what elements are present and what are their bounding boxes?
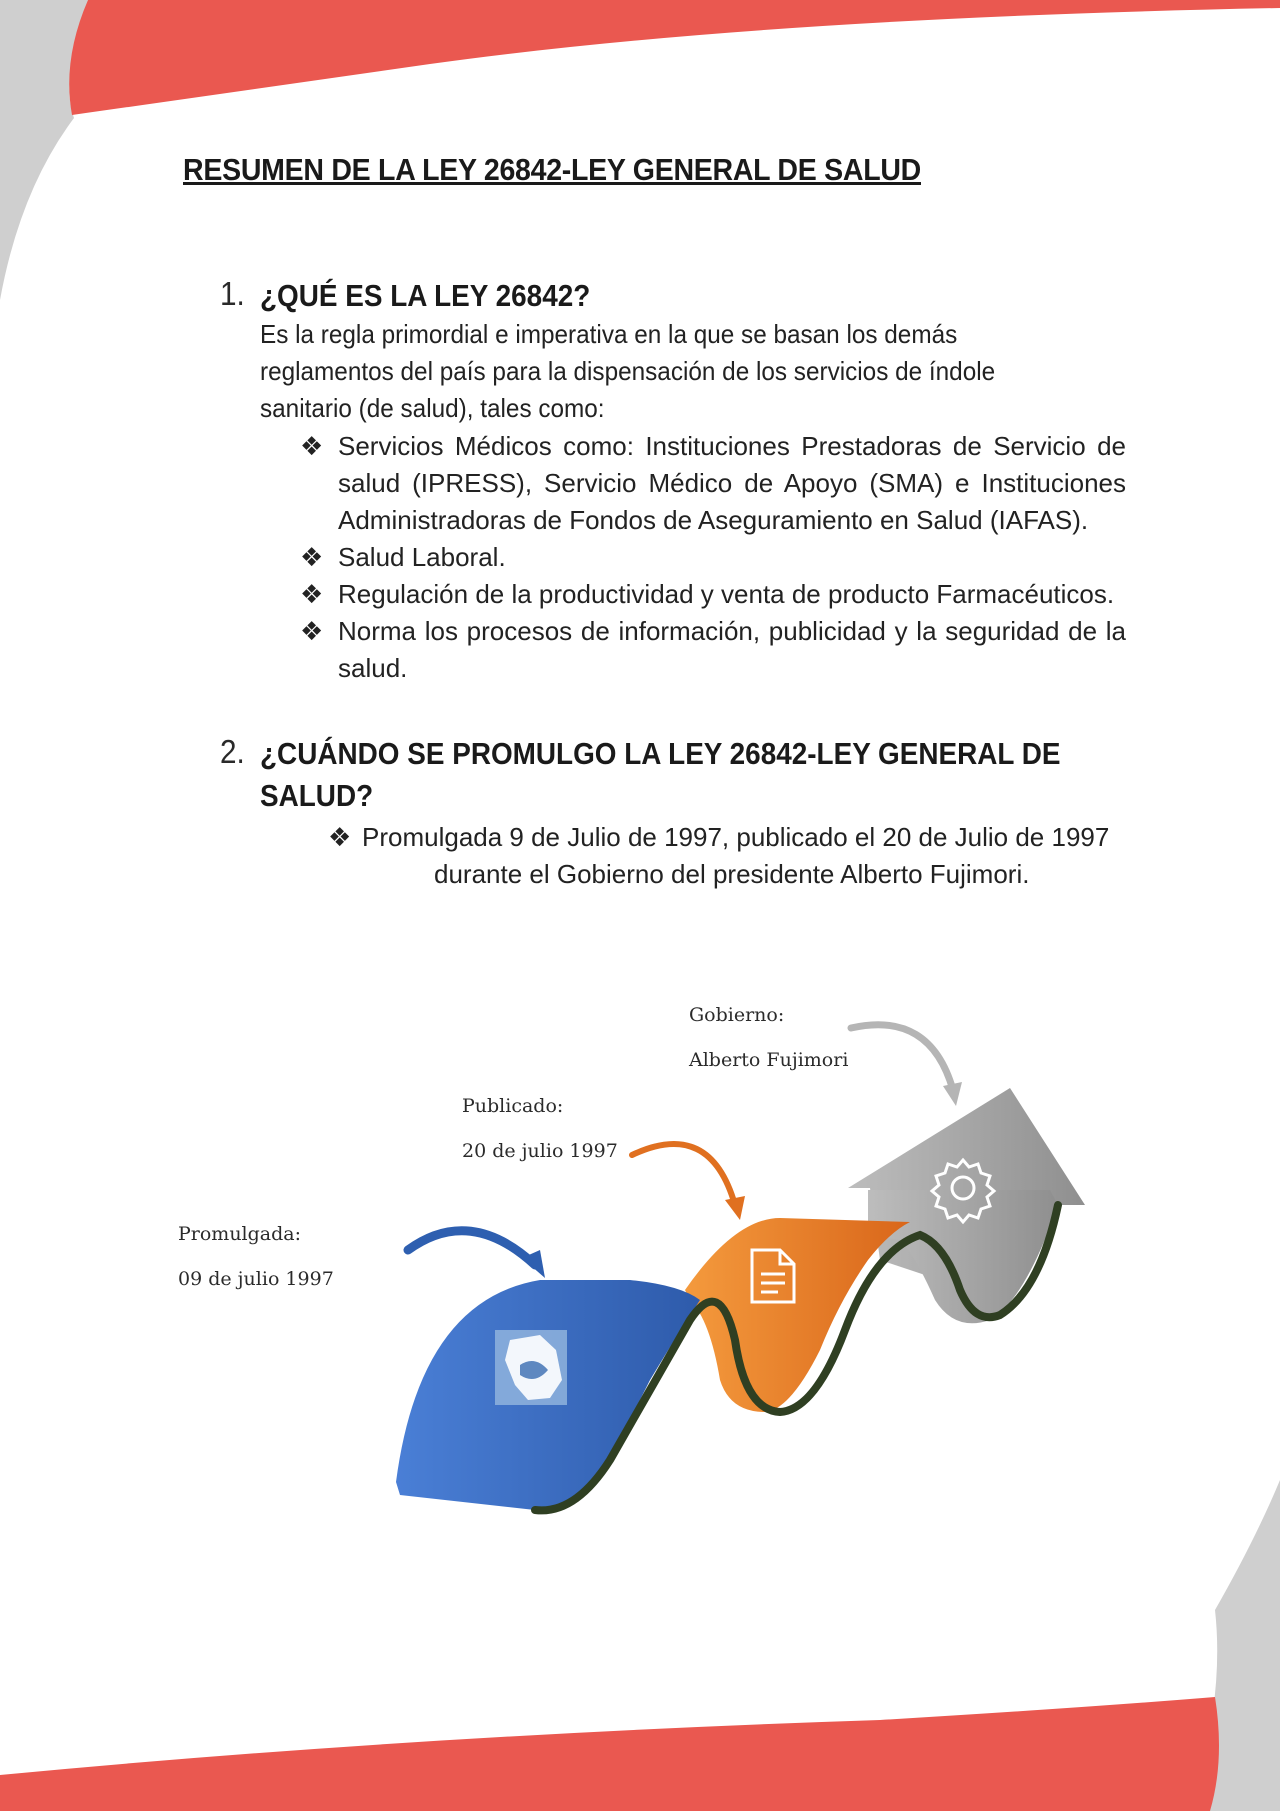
- gray-curved-arrow: [851, 1025, 962, 1106]
- bullet-text-line-1: Promulgada 9 de Julio de 1997, publicado el 20 de Julio de 1997: [362, 822, 1110, 852]
- publicado-date: 20 de julio 1997: [462, 1140, 618, 1162]
- publicado-label: Publicado:: [462, 1095, 564, 1117]
- bullet-text: Servicios Médicos como: Instituciones Prestadoras de Servicio de salud (IPRESS), Servicio Médico de Apoyo (SMA) e Instituciones Administradoras de Fondos de Aseguramiento en Salud (IAFAS).: [338, 431, 1126, 535]
- blue-curved-arrow: [408, 1231, 545, 1278]
- section-2-heading-line-1: ¿CUÁNDO SE PROMULGO LA LEY 26842-LEY GENERAL DE: [260, 736, 1061, 771]
- bullet-text-line-2: durante el Gobierno del presidente Alberto Fujimori.: [434, 859, 1030, 889]
- bullet-text: Salud Laboral.: [338, 542, 506, 572]
- diamond-bullet-icon: ❖: [300, 579, 324, 609]
- section-1-heading: ¿QUÉ ES LA LEY 26842?: [260, 278, 591, 313]
- section-1-number: 1.: [220, 275, 245, 312]
- diamond-bullet-icon: ❖: [300, 431, 324, 461]
- section-2-number: 2.: [220, 733, 245, 770]
- diamond-bullet-icon: ❖: [328, 822, 352, 852]
- bullet-text: Norma los procesos de información, publicidad y la seguridad de la salud.: [338, 616, 1126, 683]
- promulgada-date: 09 de julio 1997: [178, 1268, 334, 1290]
- section-2-heading-line-2: SALUD?: [260, 778, 374, 813]
- page-title: RESUMEN DE LA LEY 26842-LEY GENERAL DE SALUD: [183, 152, 921, 187]
- wave-segment-orange: [685, 1218, 910, 1412]
- promulgada-label: Promulgada:: [178, 1223, 302, 1245]
- diamond-bullet-icon: ❖: [300, 616, 324, 646]
- gobierno-label: Gobierno:: [689, 1004, 785, 1026]
- diamond-bullet-icon: ❖: [300, 542, 324, 572]
- peru-map-icon: [495, 1330, 567, 1405]
- section-1-paragraph: Es la regla primordial e imperativa en la que se basan los demás reglamentos del país para la dispensación de los servicios de índole sanitario (de salud), tales como:: [260, 319, 996, 423]
- orange-curved-arrow: [632, 1144, 745, 1220]
- bullet-text: Regulación de la productividad y venta de producto Farmacéuticos.: [338, 579, 1115, 609]
- gobierno-name: Alberto Fujimori: [689, 1049, 849, 1071]
